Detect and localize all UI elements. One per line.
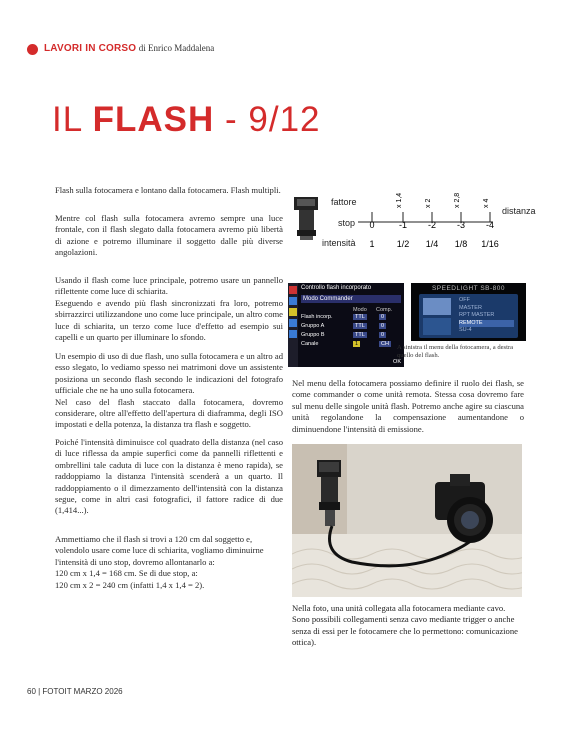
row-label-fattore: fattore bbox=[331, 197, 357, 207]
menu-row-comp: 0 bbox=[381, 323, 385, 329]
flash-menu-item: OFF bbox=[459, 297, 470, 303]
paragraph-main-light: Usando il flash come luce principale, potremo usare un pannello riflettente come luce di schiarita. Eseguendo e avendo più flash sincronizzati fra loro, potremo sbirrazzirci utilizzandone uno come luce principale, un altro come luce di schiarita, un terzo come luce d'effetto ad esempio sui capelli e un quarto per illuminare lo sfondo. bbox=[55, 275, 283, 343]
intensity-label: 1/4 bbox=[425, 239, 439, 249]
axis-label-distanza: distanza bbox=[502, 206, 536, 216]
flash-lcd bbox=[419, 294, 518, 338]
flash-menu-item: REMOTE bbox=[459, 320, 514, 328]
stop-label: -4 bbox=[485, 220, 495, 230]
menu-row-label: Gruppo A bbox=[301, 323, 325, 329]
author-byline: di Enrico Maddalena bbox=[138, 43, 215, 53]
factor-label: x 4 bbox=[483, 198, 490, 208]
section-rubric: LAVORI IN CORSO bbox=[44, 43, 137, 54]
menu-row-comp: CH bbox=[381, 341, 389, 347]
menu-row-label: Flash incorp. bbox=[301, 314, 333, 320]
factor-label: x 2,8 bbox=[454, 192, 461, 208]
menu-row-label: Canale bbox=[301, 341, 319, 347]
intensity-label: 1/2 bbox=[396, 239, 410, 249]
photo-caption: Nella foto, una unità collegata alla fotocamera mediante cavo. Sono possibili collegamenti senza cavo mediante trigger o anche senza di essi per le fotocamere che lo permettono: comunicazione ottica). bbox=[292, 603, 518, 648]
paragraph-frontal-light: Mentre col flash sulla fotocamera avremo sempre una luce frontale, con il flash slegato dalla fotocamera avremo più libertà di azione e potremo illuminare il soggetto dalle più diverse angolazioni. bbox=[55, 213, 283, 258]
stop-label: -3 bbox=[456, 220, 466, 230]
menu-sidebar-icon bbox=[289, 319, 297, 327]
camera-flash-photo bbox=[292, 444, 522, 597]
menu-row-comp: 0 bbox=[381, 332, 385, 338]
menu-sidebar-icon bbox=[289, 308, 297, 316]
stop-label: -1 bbox=[398, 220, 408, 230]
intensity-label: 1/8 bbox=[454, 239, 468, 249]
menu-row-mode: TTL bbox=[355, 323, 365, 329]
header-dot bbox=[27, 44, 38, 55]
title-part-il: IL bbox=[52, 100, 93, 139]
flash-lcd-icon bbox=[423, 318, 451, 335]
page-footer: 60 | FOTOIT MARZO 2026 bbox=[27, 687, 123, 696]
title-part-flash: FLASH bbox=[92, 100, 215, 139]
paragraph-intro: Flash sulla fotocamera e lontano dalla fotocamera. Flash multipli. bbox=[55, 185, 281, 195]
menu-sidebar-icon bbox=[289, 330, 297, 338]
page-header bbox=[44, 43, 214, 54]
menu-row-comp: 0 bbox=[381, 314, 385, 320]
menu-row-mode: TTL bbox=[355, 314, 365, 320]
flash-unit-icon bbox=[294, 197, 318, 240]
flash-menu-item: MASTER bbox=[459, 304, 482, 311]
distance-stop-diagram bbox=[284, 180, 564, 260]
screens-caption: A sinistra il menu della fotocamera, a destra quello del flash. bbox=[397, 344, 514, 359]
paragraph-menu-roles: Nel menu della fotocamera possiamo definire il ruolo dei flash, se come commander o come unità remota. Stessa cosa dovremo fare sul menu delle singole unità flash. Potremo anche agire su ciascuna unità regolandone la compensazione aumentandone o diminuendone l'intensità di emissione. bbox=[292, 378, 524, 434]
paragraph-two-flash: Un esempio di uso di due flash, uno sulla fotocamera e un altro ad esso slegato, lo vediamo spesso nei matrimoni dove un assistente posiziona un secondo flash secondo le indicazioni del fotografo ufficiale che ne ha uno sulla fotocamera. Nel caso del flash staccato dalla fotocamera, dovremo considerare, oltre all'effetto dell'apertura di diaframma, degli ISO impostati e della potenza, la distanza tra flash e soggetto. bbox=[55, 351, 283, 430]
flash-menu-item: RPT MASTER bbox=[459, 312, 495, 318]
menu-title: Controllo flash incorporato bbox=[301, 285, 372, 291]
menu-ok-hint: OK bbox=[393, 359, 401, 365]
menu-row-label: Gruppo B bbox=[301, 332, 325, 338]
flash-menu-title: SPEEDLIGHT SB-800 bbox=[431, 285, 506, 292]
menu-col-mode: Modo bbox=[353, 307, 367, 313]
menu-row bbox=[301, 314, 401, 322]
flash-menu-item: SU-4 bbox=[459, 327, 472, 333]
stop-label: 0 bbox=[369, 220, 375, 230]
menu-sidebar bbox=[288, 283, 298, 367]
menu-sidebar-icon bbox=[289, 297, 297, 305]
menu-row bbox=[301, 332, 401, 340]
menu-subtitle: Modo Commander bbox=[301, 295, 401, 303]
menu-row-mode: TTL bbox=[355, 332, 365, 338]
intensity-label: 1/16 bbox=[481, 239, 499, 249]
menu-row-mode: 1 bbox=[355, 341, 359, 347]
paragraph-example: Ammettiamo che il flash si trovi a 120 cm dal soggetto e, volendolo usare come luce di schiarita, vogliamo diminuirne l'intensità di uno stop, dovremo allontanarlo a: 120 cm x 1,4 = 168 cm. Se di due stop, a: 120 cm x 2 = 240 cm (infatti 1,4 x 1,4 = 2). bbox=[55, 534, 264, 590]
menu-col-comp: Comp. bbox=[376, 307, 393, 313]
factor-label: x 1,4 bbox=[396, 192, 403, 208]
menu-row bbox=[301, 323, 401, 331]
paragraph-inverse-square: Poiché l'intensità diminuisce col quadrato della distanza (nel caso di luce riflessa da ampie superfici come da pannelli riflettenti e ombrellini tale caduta di luce con la distanza è meno rapida), se raddoppiamo la distanza l'intensità scenderà a un quarto. Il raddoppiamento o il dimezzamento dell'intensità con la distanza segue, come in altri casi fotografici, il fattore radice di due (1,414...). bbox=[55, 437, 283, 516]
article-title bbox=[52, 98, 321, 142]
menu-sidebar-icon bbox=[289, 286, 297, 294]
menu-row bbox=[301, 341, 401, 349]
title-part-number: - 9/12 bbox=[214, 100, 321, 139]
stop-label: -2 bbox=[427, 220, 437, 230]
row-label-intensita: intensità bbox=[322, 238, 356, 248]
factor-label: x 2 bbox=[425, 198, 432, 208]
row-label-stop: stop bbox=[338, 218, 356, 228]
camera-menu-screen bbox=[288, 283, 404, 367]
intensity-label: 1 bbox=[369, 239, 375, 249]
flash-lcd-icon bbox=[423, 298, 451, 315]
flash-menu-screen bbox=[411, 283, 526, 341]
